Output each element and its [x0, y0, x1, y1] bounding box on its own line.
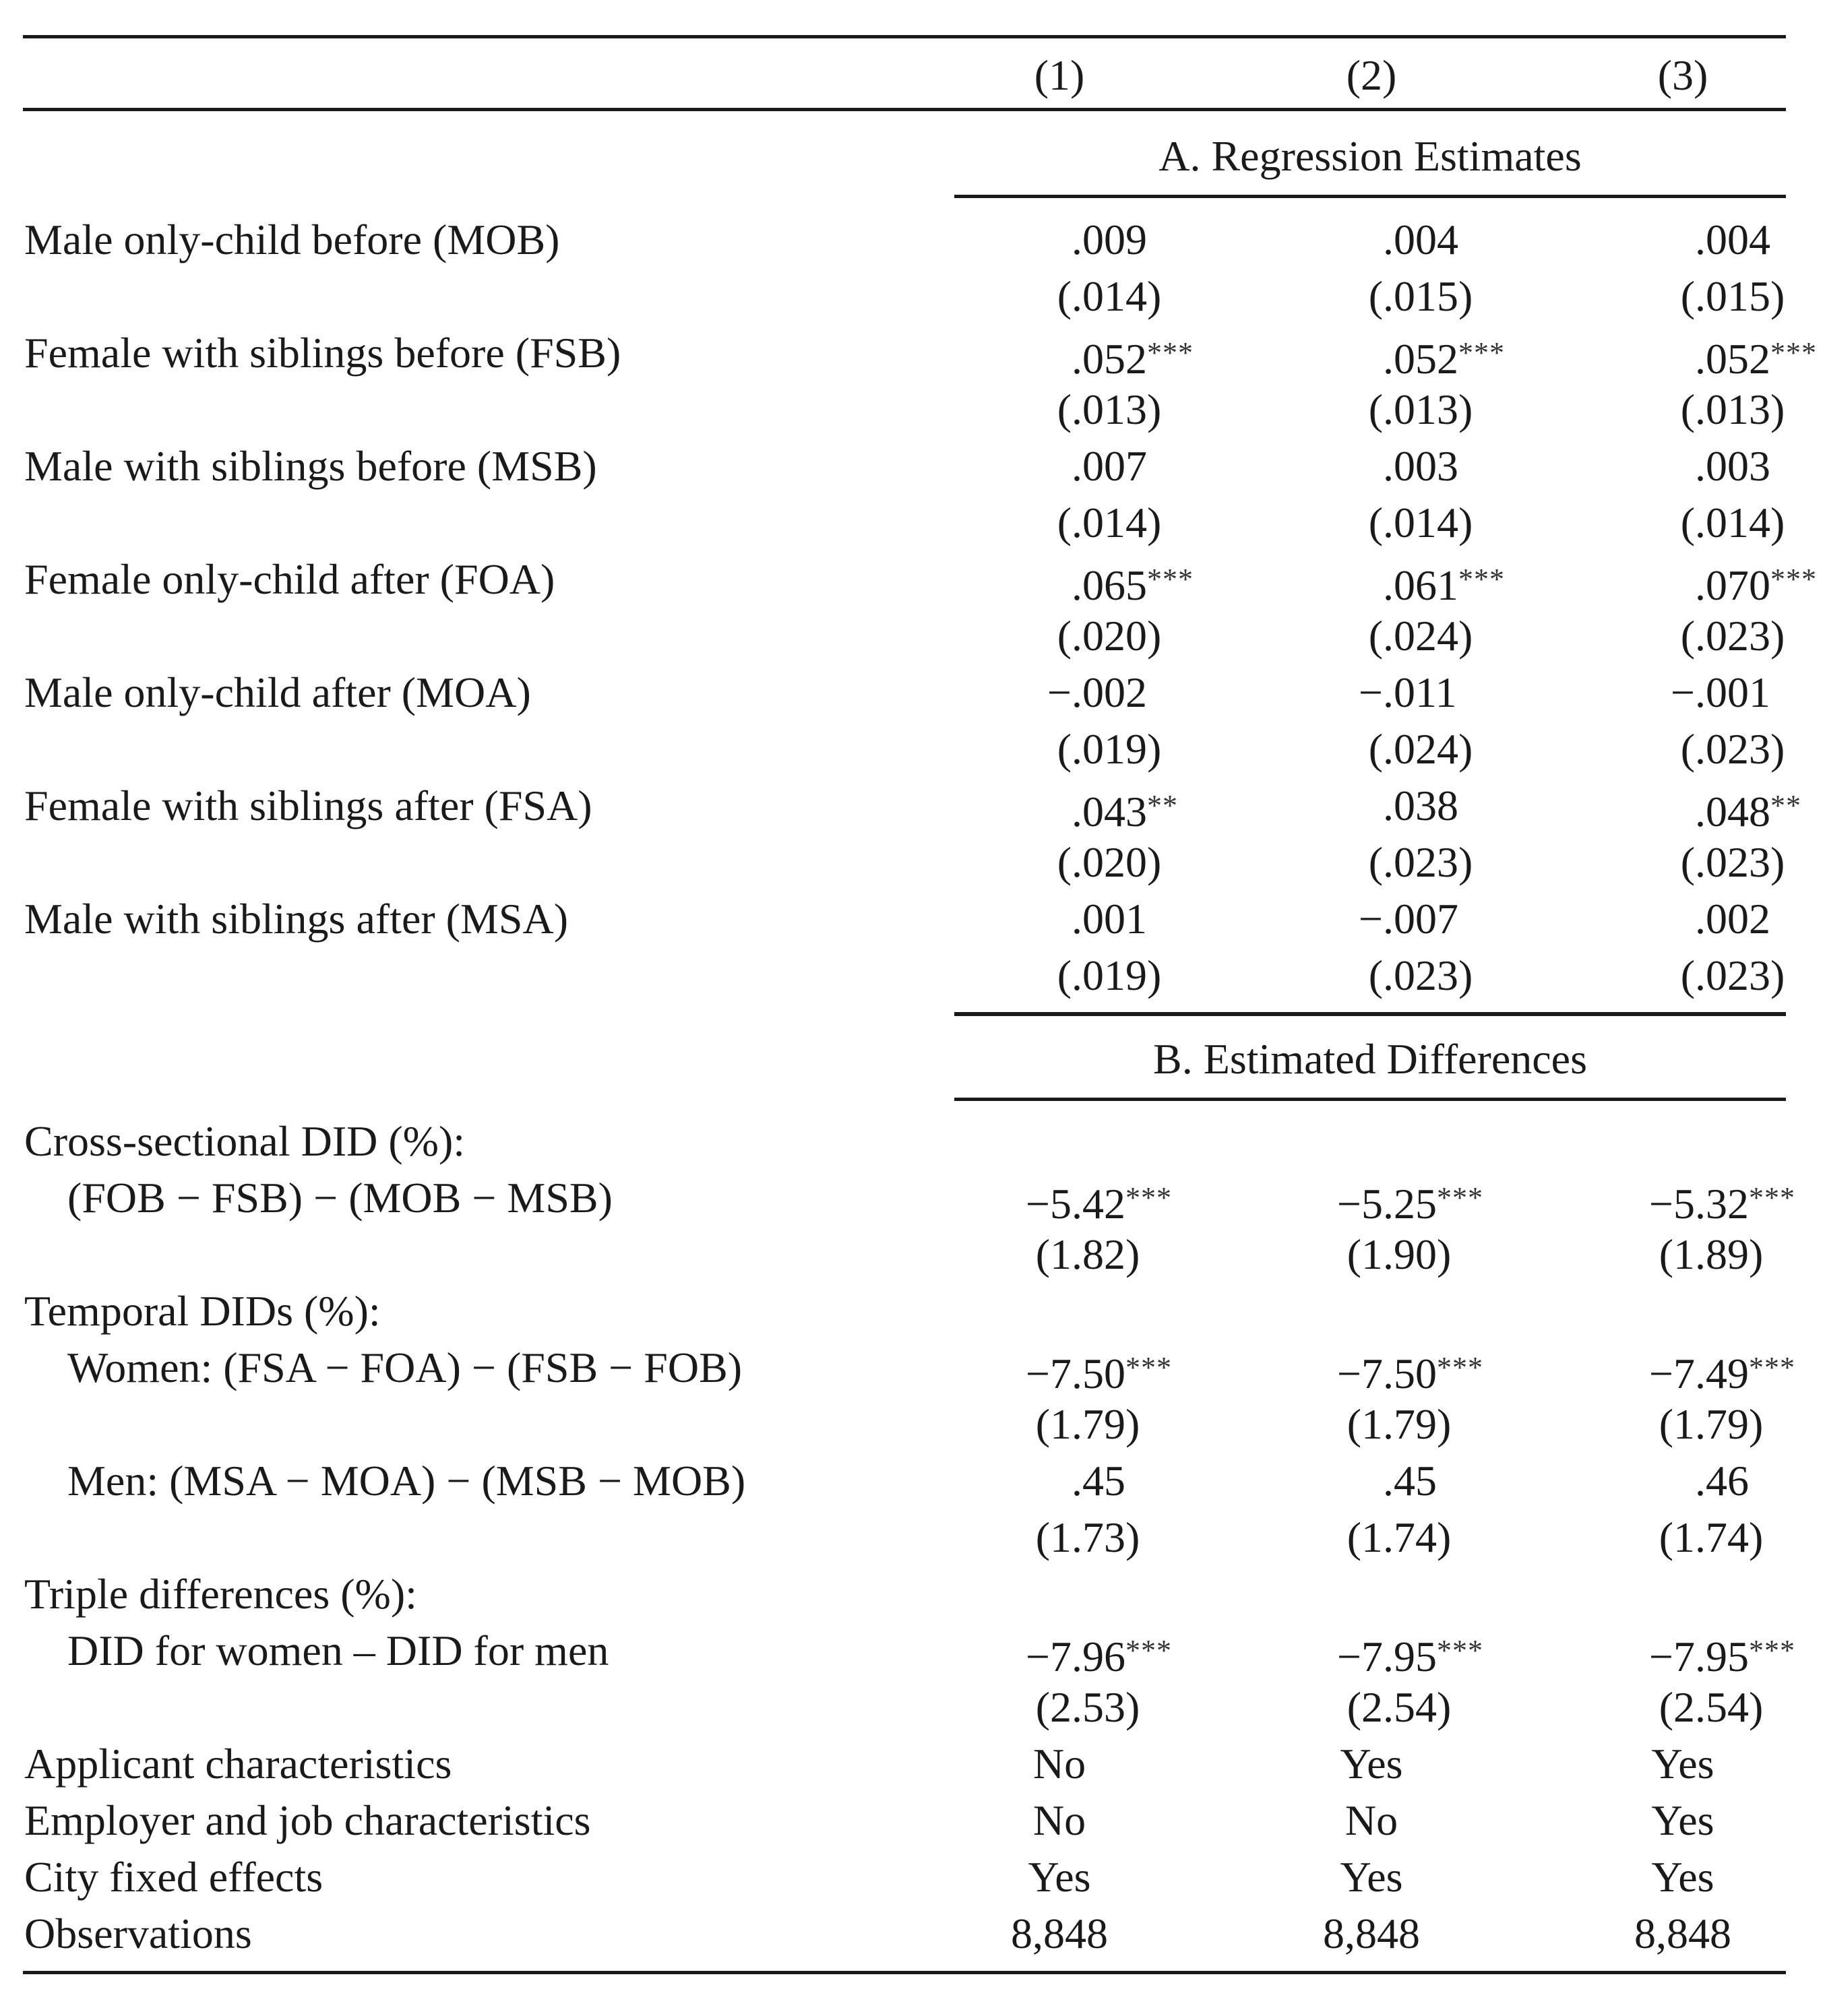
standard-error-cell: (2.53)	[1035, 1683, 1140, 1731]
standard-error-cell: (1.79)	[1659, 1400, 1764, 1448]
group-heading: Temporal DIDs (%):	[24, 1287, 381, 1335]
coefficient-cell: .065***	[1072, 561, 1194, 609]
difference-cell: −7.50***	[1025, 1350, 1172, 1397]
standard-error-cell: (.023)	[1680, 725, 1785, 773]
bottom-rule	[23, 1971, 1786, 1974]
coefficient-cell: .004	[1383, 216, 1458, 263]
control-value: 8,848	[1323, 1910, 1420, 1957]
standard-error-cell: (.014)	[1680, 499, 1785, 546]
row-label: Male with siblings after (MSA)	[24, 895, 568, 943]
difference-cell: −7.50***	[1336, 1350, 1483, 1397]
standard-error-cell: (1.73)	[1035, 1513, 1140, 1561]
column-header-1: (1)	[1034, 51, 1085, 99]
control-value: Yes	[1651, 1740, 1714, 1788]
panel-a-rule	[954, 195, 1786, 198]
standard-error-cell: (1.74)	[1347, 1513, 1452, 1561]
significance-stars: ***	[1437, 1634, 1483, 1667]
row-label: Male only-child after (MOA)	[24, 668, 531, 716]
standard-error-cell: (1.82)	[1035, 1230, 1140, 1278]
standard-error-cell: (.019)	[1057, 951, 1162, 999]
difference-cell: .46	[1695, 1457, 1749, 1505]
standard-error-cell: (1.74)	[1659, 1513, 1764, 1561]
significance-stars: ***	[1770, 336, 1817, 369]
coefficient-cell: .061***	[1383, 561, 1505, 609]
standard-error-cell: (.013)	[1057, 385, 1162, 433]
control-value: Yes	[1651, 1853, 1714, 1901]
standard-error-cell: (2.54)	[1659, 1683, 1764, 1731]
standard-error-cell: (.014)	[1057, 499, 1162, 546]
panel-b-title: B. Estimated Differences	[1153, 1035, 1587, 1083]
coefficient-cell: .003	[1695, 442, 1770, 490]
coefficient-cell: .052***	[1072, 335, 1194, 383]
panel-b-rule	[954, 1098, 1786, 1101]
row-label: Female with siblings before (FSB)	[24, 329, 621, 377]
standard-error-cell: (.023)	[1368, 838, 1473, 886]
difference-cell: −7.95***	[1648, 1633, 1795, 1680]
difference-cell: −7.96***	[1025, 1633, 1172, 1680]
coefficient-cell: −.001	[1670, 668, 1770, 716]
row-label: Male only-child before (MOB)	[24, 216, 560, 263]
significance-stars: ***	[1147, 336, 1194, 369]
significance-stars: ***	[1749, 1351, 1795, 1384]
control-label: Applicant characteristics	[24, 1740, 452, 1788]
standard-error-cell: (.020)	[1057, 612, 1162, 660]
standard-error-cell: (.014)	[1368, 499, 1473, 546]
coefficient-cell: .002	[1695, 895, 1770, 943]
coefficient-cell: .052***	[1695, 335, 1817, 383]
coefficient-cell: .001	[1072, 895, 1147, 943]
standard-error-cell: (2.54)	[1347, 1683, 1452, 1731]
standard-error-cell: (1.79)	[1347, 1400, 1452, 1448]
standard-error-cell: (.024)	[1368, 612, 1473, 660]
control-value: Yes	[1651, 1796, 1714, 1844]
difference-cell: −5.42***	[1025, 1180, 1172, 1228]
row-label: Men: (MSA − MOA) − (MSB − MOB)	[67, 1457, 746, 1505]
significance-stars: **	[1770, 789, 1801, 822]
control-label: Employer and job characteristics	[24, 1796, 591, 1844]
standard-error-cell: (.015)	[1680, 272, 1785, 320]
control-value: 8,848	[1011, 1910, 1108, 1957]
significance-stars: ***	[1770, 563, 1817, 596]
coefficient-cell: .070***	[1695, 561, 1817, 609]
standard-error-cell: (.024)	[1368, 725, 1473, 773]
standard-error-cell: (.015)	[1368, 272, 1473, 320]
panel-a-title: A. Regression Estimates	[1158, 132, 1582, 180]
header-rule	[23, 108, 1786, 111]
coefficient-cell: .043**	[1072, 788, 1178, 836]
control-value: No	[1344, 1796, 1398, 1844]
column-header-2: (2)	[1346, 51, 1397, 99]
group-heading: Triple differences (%):	[24, 1570, 417, 1618]
significance-stars: ***	[1749, 1634, 1795, 1667]
significance-stars: ***	[1147, 563, 1194, 596]
coefficient-cell: .052***	[1383, 335, 1505, 383]
control-label: Observations	[24, 1910, 252, 1957]
significance-stars: ***	[1125, 1351, 1172, 1384]
standard-error-cell: (.023)	[1680, 612, 1785, 660]
significance-stars: ***	[1458, 336, 1505, 369]
standard-error-cell: (.023)	[1368, 951, 1473, 999]
significance-stars: ***	[1437, 1181, 1483, 1214]
row-label: Female with siblings after (FSA)	[24, 782, 592, 829]
panel-b-top-rule	[954, 1012, 1786, 1016]
row-label: Male with siblings before (MSB)	[24, 442, 597, 490]
standard-error-cell: (1.79)	[1035, 1400, 1140, 1448]
difference-cell: −5.32***	[1648, 1180, 1795, 1228]
top-rule	[23, 35, 1786, 38]
difference-cell: .45	[1383, 1457, 1437, 1505]
control-value: Yes	[1340, 1740, 1403, 1788]
group-heading: Cross-sectional DID (%):	[24, 1117, 466, 1165]
coefficient-cell: −.007	[1358, 895, 1458, 943]
significance-stars: ***	[1458, 563, 1505, 596]
standard-error-cell: (1.90)	[1347, 1230, 1452, 1278]
standard-error-cell: (.019)	[1057, 725, 1162, 773]
control-label: City fixed effects	[24, 1853, 323, 1901]
standard-error-cell: (.023)	[1680, 838, 1785, 886]
difference-cell: −5.25***	[1336, 1180, 1483, 1228]
coefficient-cell: −.002	[1047, 668, 1147, 716]
standard-error-cell: (.013)	[1680, 385, 1785, 433]
control-value: No	[1032, 1740, 1086, 1788]
standard-error-cell: (1.89)	[1659, 1230, 1764, 1278]
standard-error-cell: (.014)	[1057, 272, 1162, 320]
control-value: Yes	[1340, 1853, 1403, 1901]
row-label: Female only-child after (FOA)	[24, 555, 555, 603]
control-value: 8,848	[1634, 1910, 1731, 1957]
column-header-3: (3)	[1657, 51, 1708, 99]
standard-error-cell: (.023)	[1680, 951, 1785, 999]
standard-error-cell: (.020)	[1057, 838, 1162, 886]
standard-error-cell: (.013)	[1368, 385, 1473, 433]
control-value: No	[1032, 1796, 1086, 1844]
difference-cell: −7.49***	[1648, 1350, 1795, 1397]
row-label: DID for women – DID for men	[67, 1627, 609, 1674]
row-label: Women: (FSA − FOA) − (FSB − FOB)	[67, 1344, 743, 1391]
significance-stars: ***	[1125, 1181, 1172, 1214]
significance-stars: ***	[1749, 1181, 1795, 1214]
coefficient-cell: .004	[1695, 216, 1770, 263]
significance-stars: **	[1147, 789, 1178, 822]
control-value: Yes	[1028, 1853, 1091, 1901]
coefficient-cell: .038	[1383, 782, 1458, 829]
difference-cell: −7.95***	[1336, 1633, 1483, 1680]
coefficient-cell: .007	[1072, 442, 1147, 490]
difference-cell: .45	[1072, 1457, 1125, 1505]
significance-stars: ***	[1125, 1634, 1172, 1667]
coefficient-cell: −.011	[1358, 668, 1457, 716]
coefficient-cell: .009	[1072, 216, 1147, 263]
row-label: (FOB − FSB) − (MOB − MSB)	[67, 1174, 613, 1222]
significance-stars: ***	[1437, 1351, 1483, 1384]
coefficient-cell: .048**	[1695, 788, 1801, 836]
coefficient-cell: .003	[1383, 442, 1458, 490]
